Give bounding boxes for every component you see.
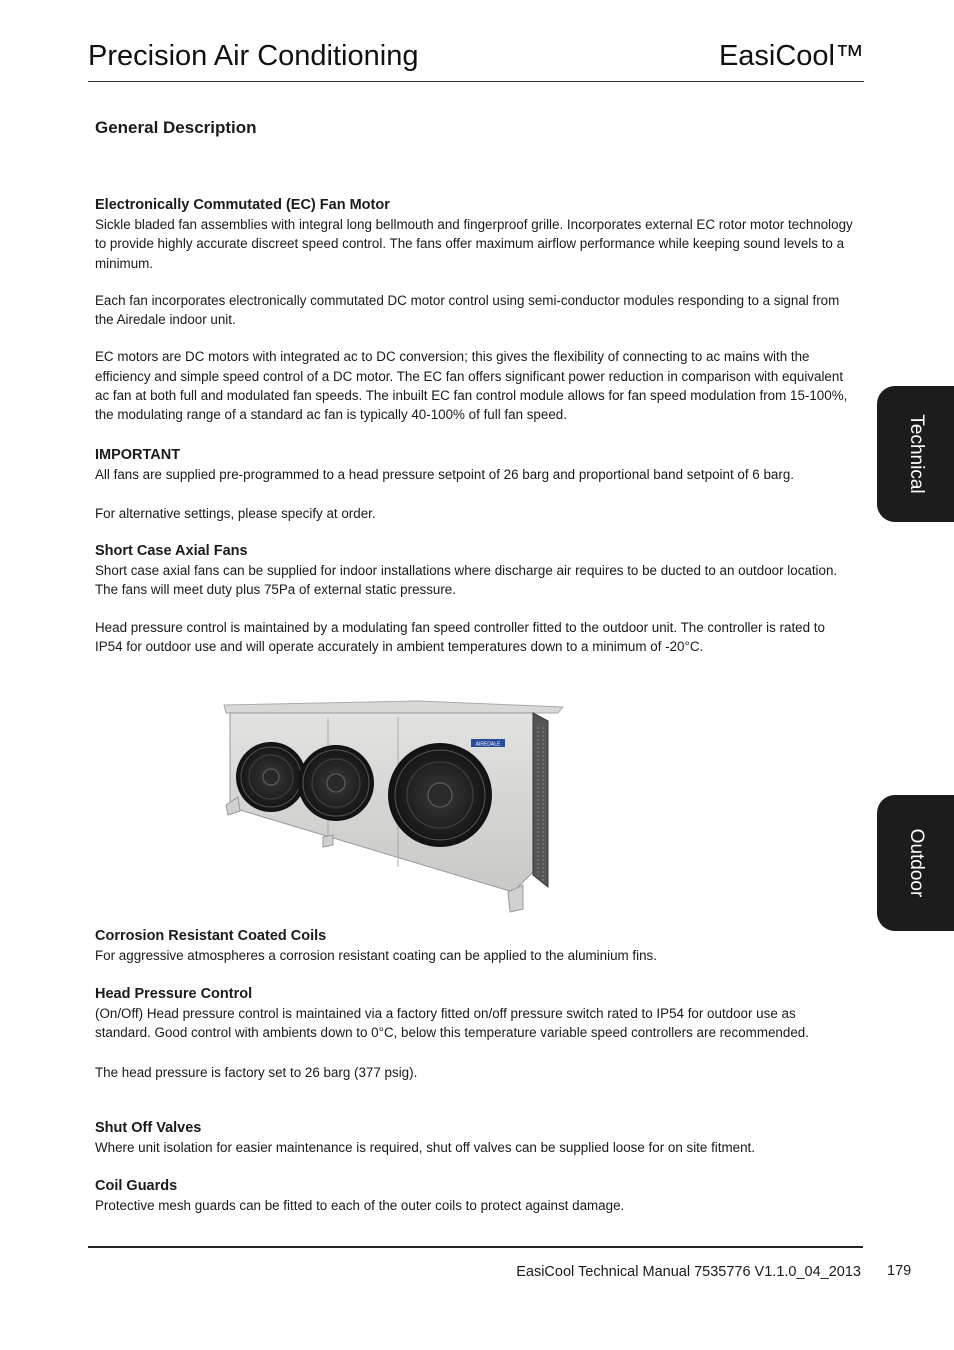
fan-1 <box>236 742 306 812</box>
fan-2 <box>298 745 374 821</box>
head-pressure-paragraph-1: (On/Off) Head pressure control is maintained via a factory fitted on/off pressure switch rated to IP54 for outdoor use as standard. Good control with ambients down to 0°C, below this temperature variable speed controllers are recommended. <box>95 1006 809 1041</box>
short-case-heading: Short Case Axial Fans <box>95 543 248 559</box>
section-title: General Description <box>95 118 257 137</box>
footer-manual-reference: EasiCool Technical Manual 7535776 V1.1.0_04_2013 <box>516 1264 861 1280</box>
important-paragraph-2: For alternative settings, please specify at order. <box>95 506 376 522</box>
ec-fan-paragraph-2: Each fan incorporates electronically commutated DC motor control using semi-conductor modules responding to a signal from the Airedale indoor unit. <box>95 292 840 328</box>
fan-3 <box>388 743 492 847</box>
shut-off-valves-heading: Shut Off Valves <box>95 1120 202 1136</box>
ec-fan-motor-section <box>95 196 855 425</box>
tab-technical-label: Technical <box>905 414 927 494</box>
shut-off-valves-section <box>95 1119 855 1157</box>
coil-guards-heading: Coil Guards <box>95 1178 178 1194</box>
coil-guards-section <box>95 1177 855 1215</box>
ec-fan-paragraph-1: Sickle bladed fan assemblies with integral long bellmouth and fingerproof grille. Incorporates external EC rotor motor technology to provide highly accurate discreet speed control. The fans offer maximum airflow performance while keeping sound levels to a minimum. <box>95 217 853 271</box>
tab-outdoor-label: Outdoor <box>905 828 927 898</box>
ec-fan-paragraph-3: EC motors are DC motors with integrated ac to DC conversion; this gives the flexibility of connecting to ac mains with the efficiency and simple speed control of a DC motor. The EC fan offers significant power reduction in comparison with equivalent ac fan at both full and modulated fan speeds. The inbuilt EC fan control module allows for fan speed modulation from 15-100%, the modulating range of a standard ac fan is typically 40-100% of full fan speed. <box>95 349 848 423</box>
footer-rule <box>88 1246 863 1248</box>
corrosion-paragraph-1: For aggressive atmospheres a corrosion resistant coating can be applied to the aluminium fins. <box>95 948 657 963</box>
tab-technical[interactable] <box>877 386 954 522</box>
head-pressure-section <box>95 985 815 1082</box>
coil-guards-paragraph-1: Protective mesh guards can be fitted to each of the outer coils to protect against damage. <box>95 1198 625 1213</box>
short-case-paragraph-2: Head pressure control is maintained by a modulating fan speed controller fitted to the outdoor unit. The controller is rated to IP54 for outdoor use and will operate accurately in ambient temperatures down to a minimum of -20°C. <box>95 619 825 654</box>
corrosion-section <box>95 927 855 965</box>
page-number: 179 <box>887 1263 912 1279</box>
header-rule <box>88 81 864 82</box>
head-pressure-heading: Head Pressure Control <box>95 986 253 1002</box>
header-product-name: EasiCool™ <box>718 40 864 72</box>
header-title: Precision Air Conditioning <box>88 40 419 72</box>
tab-outdoor[interactable] <box>877 795 954 931</box>
condenser-unit-image <box>218 697 568 915</box>
important-paragraph-1: All fans are supplied pre-programmed to a head pressure setpoint of 26 barg and proportional band setpoint of 6 barg. <box>95 467 794 482</box>
short-case-paragraph-1: Short case axial fans can be supplied for indoor installations where discharge air requires to be ducted to an outdoor location. The fans will meet duty plus 75Pa of external static pressure. <box>95 563 838 598</box>
important-heading: IMPORTANT <box>95 447 181 463</box>
unit-badge-text: AIREDALE <box>475 741 501 748</box>
ec-fan-motor-heading: Electronically Commutated (EC) Fan Motor <box>95 197 390 213</box>
important-section <box>95 446 855 524</box>
head-pressure-paragraph-2: The head pressure is factory set to 26 barg (377 psig). <box>95 1064 418 1080</box>
corrosion-heading: Corrosion Resistant Coated Coils <box>95 928 327 944</box>
shut-off-valves-paragraph-1: Where unit isolation for easier maintenance is required, shut off valves can be supplied loose for on site fitment. <box>95 1140 755 1155</box>
short-case-section <box>95 542 855 656</box>
